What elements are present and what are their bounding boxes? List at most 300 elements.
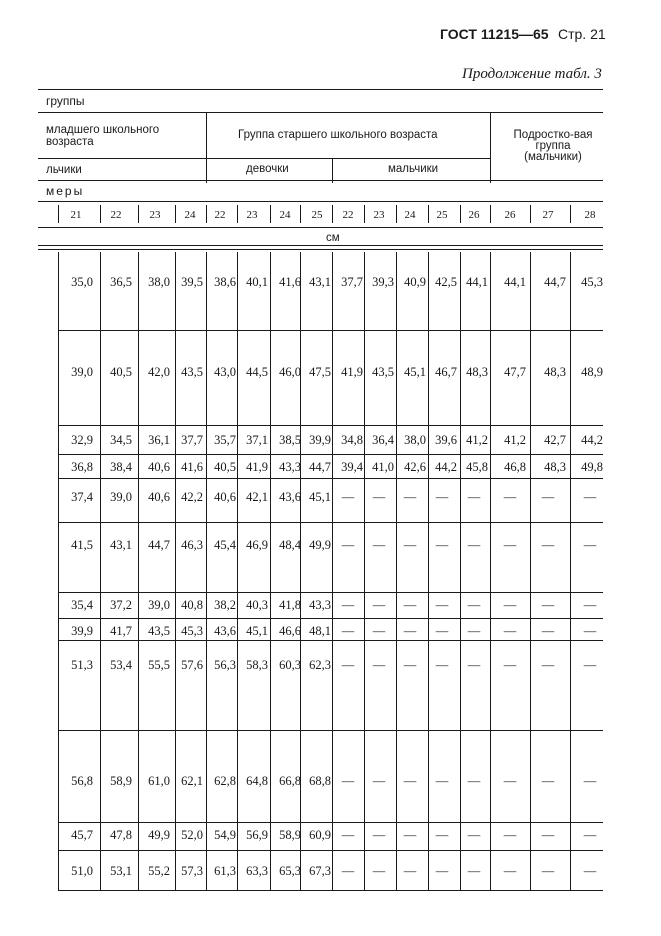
table-cell: 48,3 xyxy=(544,460,566,474)
table-cell: — xyxy=(341,774,355,788)
table-cell: 40,6 xyxy=(148,460,170,474)
boys-short-label: льчики xyxy=(46,164,82,176)
table-cell: 40,1 xyxy=(246,275,268,289)
table-cell: 61,3 xyxy=(214,864,236,878)
table-cell: — xyxy=(435,598,449,612)
table-cell: 58,3 xyxy=(246,658,268,672)
column-rule xyxy=(460,592,461,618)
table-cell: 45,3 xyxy=(581,275,603,289)
table-cell: 48,9 xyxy=(581,365,603,379)
table-cell: 48,3 xyxy=(544,365,566,379)
column-rule xyxy=(396,522,397,592)
table-cell: 42,0 xyxy=(148,365,170,379)
column-tick xyxy=(270,205,271,223)
table-cell: 58,9 xyxy=(110,774,132,788)
table-cell: 36,8 xyxy=(71,460,93,474)
column-rule xyxy=(364,592,365,618)
row-rule xyxy=(58,822,603,823)
column-rule xyxy=(270,640,271,730)
table-cell: — xyxy=(467,538,481,552)
table-cell: 47,5 xyxy=(309,365,331,379)
column-rule xyxy=(490,822,491,850)
colnum-rule xyxy=(38,227,603,228)
column-rule xyxy=(175,522,176,592)
table-cell: — xyxy=(467,658,481,672)
column-rule xyxy=(570,592,571,618)
table-cell: — xyxy=(583,598,597,612)
table-cell: — xyxy=(372,624,386,638)
column-rule xyxy=(364,822,365,850)
column-number: 27 xyxy=(542,209,554,221)
table-cell: 38,4 xyxy=(110,460,132,474)
column-rule xyxy=(490,330,491,425)
column-rule xyxy=(396,640,397,730)
table-cell: 45,7 xyxy=(71,828,93,842)
column-rule xyxy=(332,252,333,330)
table-cell: 57,6 xyxy=(181,658,203,672)
younger-group-label: младшего школьного возраста xyxy=(46,124,160,148)
column-number: 24 xyxy=(184,209,196,221)
table-cell: — xyxy=(541,624,555,638)
column-tick xyxy=(175,205,176,223)
table-cell: — xyxy=(403,864,417,878)
table-cell: 48,1 xyxy=(309,624,331,638)
column-rule xyxy=(570,640,571,730)
table-cell: — xyxy=(403,538,417,552)
column-number: 23 xyxy=(246,209,258,221)
table-cell: 44,1 xyxy=(504,275,526,289)
column-tick xyxy=(58,205,59,223)
table-cell: 41,2 xyxy=(466,433,488,447)
table-cell: 38,0 xyxy=(404,433,426,447)
table-cell: 54,9 xyxy=(214,828,236,842)
row-rule xyxy=(58,592,603,593)
column-number: 25 xyxy=(436,209,448,221)
column-rule xyxy=(428,478,429,522)
column-rule xyxy=(175,640,176,730)
table-cell: 47,7 xyxy=(504,365,526,379)
table-cell: 57,3 xyxy=(181,864,203,878)
column-rule xyxy=(490,252,491,330)
column-rule xyxy=(530,330,531,425)
column-rule xyxy=(396,478,397,522)
table-cell: — xyxy=(435,538,449,552)
table-cell: 43,5 xyxy=(148,624,170,638)
table-cell: 41,7 xyxy=(110,624,132,638)
table-cell: 62,3 xyxy=(309,658,331,672)
table-cell: — xyxy=(503,538,517,552)
column-rule xyxy=(460,730,461,822)
table-cell: — xyxy=(583,864,597,878)
table-cell: 55,5 xyxy=(148,658,170,672)
column-rule xyxy=(138,522,139,592)
table-cell: 41,0 xyxy=(372,460,394,474)
table-cell: 46,6 xyxy=(279,624,301,638)
table-cell: — xyxy=(541,490,555,504)
row-rule xyxy=(58,522,603,523)
column-rule xyxy=(530,730,531,822)
table-cell: — xyxy=(541,774,555,788)
table-cell: — xyxy=(372,490,386,504)
column-rule xyxy=(428,522,429,592)
table-cell: 40,9 xyxy=(404,275,426,289)
column-rule xyxy=(530,478,531,522)
column-rule xyxy=(460,252,461,330)
column-rule xyxy=(490,640,491,730)
table-cell: 44,7 xyxy=(148,538,170,552)
table-cell: — xyxy=(435,828,449,842)
row-rule xyxy=(58,425,603,426)
column-rule xyxy=(460,618,461,640)
table-top-rule xyxy=(38,89,603,90)
column-rule xyxy=(428,730,429,822)
measures-rule-top xyxy=(38,180,603,181)
column-rule xyxy=(396,730,397,822)
column-rule xyxy=(175,252,176,330)
table-cell: — xyxy=(435,774,449,788)
table-cell: — xyxy=(541,864,555,878)
table-cell: 38,2 xyxy=(214,598,236,612)
column-rule xyxy=(396,252,397,330)
column-tick xyxy=(570,205,571,223)
table-cell: 56,3 xyxy=(214,658,236,672)
table-cell: — xyxy=(372,598,386,612)
table-cell: 43,6 xyxy=(279,490,301,504)
table-cell: — xyxy=(372,864,386,878)
table-cell: 41,9 xyxy=(246,460,268,474)
column-rule xyxy=(490,730,491,822)
unit-rule-2 xyxy=(38,249,603,250)
table-cell: 35,7 xyxy=(214,433,236,447)
table-cell: 38,6 xyxy=(214,275,236,289)
column-rule xyxy=(332,522,333,592)
table-cell: 37,7 xyxy=(341,275,363,289)
teen-group-divider xyxy=(490,113,491,183)
table-cell: 60,9 xyxy=(309,828,331,842)
table-cell: 44,2 xyxy=(581,433,603,447)
table-cell: — xyxy=(372,828,386,842)
table-cell: 39,0 xyxy=(110,490,132,504)
table-cell: — xyxy=(403,774,417,788)
column-number: 22 xyxy=(342,209,354,221)
table-cell: 40,8 xyxy=(181,598,203,612)
column-rule xyxy=(58,522,59,592)
row-rule xyxy=(58,618,603,619)
table-cell: 47,8 xyxy=(110,828,132,842)
column-rule xyxy=(428,822,429,850)
table-cell: — xyxy=(583,538,597,552)
column-tick xyxy=(332,205,333,223)
column-rule xyxy=(332,730,333,822)
column-rule xyxy=(332,850,333,890)
table-cell: — xyxy=(503,774,517,788)
table-cell: 49,8 xyxy=(581,460,603,474)
table-cell: 53,1 xyxy=(110,864,132,878)
column-rule xyxy=(570,822,571,850)
table-cell: 65,3 xyxy=(279,864,301,878)
table-cell: 41,6 xyxy=(181,460,203,474)
column-number: 25 xyxy=(311,209,323,221)
column-number: 23 xyxy=(149,209,161,221)
table-cell: 62,8 xyxy=(214,774,236,788)
table-cell: — xyxy=(435,490,449,504)
table-cell: 37,2 xyxy=(110,598,132,612)
table-cell: 41,6 xyxy=(279,275,301,289)
table-cell: 44,5 xyxy=(246,365,268,379)
table-cell: 48,4 xyxy=(279,538,301,552)
column-rule xyxy=(270,522,271,592)
table-cell: 39,0 xyxy=(148,598,170,612)
column-rule xyxy=(206,640,207,730)
column-rule xyxy=(364,730,365,822)
column-rule xyxy=(396,592,397,618)
column-tick xyxy=(300,205,301,223)
column-rule xyxy=(138,252,139,330)
column-rule xyxy=(332,618,333,640)
column-rule xyxy=(490,618,491,640)
column-rule xyxy=(364,640,365,730)
unit-rule-1 xyxy=(38,245,603,246)
girls-label: девочки xyxy=(246,163,289,175)
column-rule xyxy=(300,522,301,592)
table-cell: — xyxy=(467,624,481,638)
table-cell: 36,1 xyxy=(148,433,170,447)
table-cell: 39,3 xyxy=(372,275,394,289)
column-rule xyxy=(237,522,238,592)
table-cell: — xyxy=(372,538,386,552)
measures-rule-bottom xyxy=(38,201,603,202)
column-number: 21 xyxy=(70,209,82,221)
table-cell: — xyxy=(503,490,517,504)
column-rule xyxy=(570,730,571,822)
column-rule xyxy=(490,478,491,522)
table-cell: 52,0 xyxy=(181,828,203,842)
table-cell: — xyxy=(341,624,355,638)
column-rule xyxy=(428,618,429,640)
table-cell: 42,5 xyxy=(435,275,457,289)
table-cell: 43,5 xyxy=(372,365,394,379)
column-tick xyxy=(237,205,238,223)
table-cell: 40,5 xyxy=(110,365,132,379)
table-cell: — xyxy=(341,658,355,672)
table-cell: 40,3 xyxy=(246,598,268,612)
table-cell: 44,2 xyxy=(435,460,457,474)
column-number: 22 xyxy=(214,209,226,221)
column-rule xyxy=(460,478,461,522)
table-cell: — xyxy=(341,864,355,878)
column-tick xyxy=(460,205,461,223)
column-rule xyxy=(530,592,531,618)
table-cell: 39,5 xyxy=(181,275,203,289)
column-number: 24 xyxy=(279,209,291,221)
table-cell: — xyxy=(435,864,449,878)
table-cell: — xyxy=(467,598,481,612)
table-cell: 60,3 xyxy=(279,658,301,672)
table-cell: 64,8 xyxy=(246,774,268,788)
column-tick xyxy=(530,205,531,223)
column-rule xyxy=(460,640,461,730)
table-cell: — xyxy=(341,598,355,612)
column-rule xyxy=(570,522,571,592)
column-rule xyxy=(396,822,397,850)
measures-label: меры xyxy=(46,184,85,198)
table-cell: 62,1 xyxy=(181,774,203,788)
table-cell: — xyxy=(503,864,517,878)
column-rule xyxy=(570,850,571,890)
column-rule xyxy=(428,640,429,730)
column-tick xyxy=(396,205,397,223)
table-cell: — xyxy=(583,490,597,504)
column-rule xyxy=(100,640,101,730)
table-cell: 44,7 xyxy=(544,275,566,289)
column-rule xyxy=(530,822,531,850)
table-cell: — xyxy=(403,598,417,612)
table-cell: 46,8 xyxy=(504,460,526,474)
table-cell: 55,2 xyxy=(148,864,170,878)
table-cell: 45,1 xyxy=(246,624,268,638)
table-cell: — xyxy=(372,774,386,788)
table-cell: 45,1 xyxy=(404,365,426,379)
table-cell: — xyxy=(435,658,449,672)
column-number: 23 xyxy=(373,209,385,221)
column-rule xyxy=(396,618,397,640)
table-cell: 35,4 xyxy=(71,598,93,612)
column-rule xyxy=(490,425,491,454)
table-continuation-label: Продолжение табл. 3 xyxy=(462,66,602,82)
column-rule xyxy=(490,850,491,890)
table-cell: 42,1 xyxy=(246,490,268,504)
table-cell: — xyxy=(583,828,597,842)
table-cell: 45,8 xyxy=(466,460,488,474)
table-cell: 45,4 xyxy=(214,538,236,552)
column-tick xyxy=(490,205,491,223)
column-rule xyxy=(460,522,461,592)
table-cell: 41,5 xyxy=(71,538,93,552)
table-cell: 44,1 xyxy=(466,275,488,289)
table-cell: 38,0 xyxy=(148,275,170,289)
row-rule xyxy=(58,478,603,479)
table-cell: — xyxy=(403,658,417,672)
table-cell: 40,5 xyxy=(214,460,236,474)
column-tick xyxy=(428,205,429,223)
table-cell: 46,3 xyxy=(181,538,203,552)
table-cell: 39,9 xyxy=(71,624,93,638)
column-number: 26 xyxy=(468,209,480,221)
table-cell: 41,8 xyxy=(279,598,301,612)
table-cell: 42,7 xyxy=(544,433,566,447)
column-rule xyxy=(490,454,491,478)
table-cell: — xyxy=(403,624,417,638)
column-rule xyxy=(206,522,207,592)
table-cell: 39,0 xyxy=(71,365,93,379)
table-cell: 56,8 xyxy=(71,774,93,788)
column-rule xyxy=(530,618,531,640)
column-rule xyxy=(396,850,397,890)
table-cell: 51,0 xyxy=(71,864,93,878)
page-number: Стр. 21 xyxy=(558,26,606,42)
column-tick xyxy=(100,205,101,223)
group-label: группы xyxy=(46,94,85,108)
table-cell: — xyxy=(541,598,555,612)
row-rule xyxy=(58,850,603,851)
column-rule xyxy=(100,252,101,330)
column-rule xyxy=(58,640,59,730)
column-rule xyxy=(530,850,531,890)
table-cell: 43,3 xyxy=(279,460,301,474)
table-cell: 49,9 xyxy=(309,538,331,552)
column-rule xyxy=(138,640,139,730)
column-rule xyxy=(530,454,531,478)
column-rule xyxy=(570,252,571,330)
column-rule xyxy=(530,425,531,454)
column-tick xyxy=(206,205,207,223)
group-rule xyxy=(38,112,603,113)
column-tick xyxy=(138,205,139,223)
column-rule xyxy=(300,252,301,330)
column-rule xyxy=(270,252,271,330)
column-rule xyxy=(332,822,333,850)
table-cell: 39,4 xyxy=(341,460,363,474)
table-cell: 38,5 xyxy=(279,433,301,447)
column-rule xyxy=(332,478,333,522)
table-cell: 42,2 xyxy=(181,490,203,504)
row-rule xyxy=(58,890,603,891)
table-cell: — xyxy=(435,624,449,638)
table-cell: 32,9 xyxy=(71,433,93,447)
table-cell: 34,8 xyxy=(341,433,363,447)
table-cell: 42,6 xyxy=(404,460,426,474)
table-cell: — xyxy=(467,774,481,788)
table-cell: 37,1 xyxy=(246,433,268,447)
table-cell: 48,3 xyxy=(466,365,488,379)
table-cell: 36,5 xyxy=(110,275,132,289)
table-cell: 36,4 xyxy=(372,433,394,447)
table-cell: 45,3 xyxy=(181,624,203,638)
column-rule xyxy=(570,478,571,522)
table-cell: — xyxy=(341,490,355,504)
row-rule xyxy=(58,640,603,641)
table-cell: 53,4 xyxy=(110,658,132,672)
table-cell: — xyxy=(503,624,517,638)
table-cell: — xyxy=(503,658,517,672)
row-rule xyxy=(58,330,603,331)
table-cell: 49,9 xyxy=(148,828,170,842)
column-rule xyxy=(206,252,207,330)
column-rule xyxy=(300,640,301,730)
column-tick xyxy=(364,205,365,223)
table-cell: 41,2 xyxy=(504,433,526,447)
column-rule xyxy=(332,592,333,618)
column-rule xyxy=(428,592,429,618)
table-cell: 45,1 xyxy=(309,490,331,504)
table-cell: 43,5 xyxy=(181,365,203,379)
table-cell: 40,6 xyxy=(214,490,236,504)
table-cell: 39,6 xyxy=(435,433,457,447)
table-cell: 46,9 xyxy=(246,538,268,552)
table-cell: — xyxy=(541,658,555,672)
column-number: 28 xyxy=(584,209,596,221)
table-cell: — xyxy=(583,658,597,672)
column-rule xyxy=(530,522,531,592)
table-cell: 39,9 xyxy=(309,433,331,447)
table-cell: — xyxy=(467,828,481,842)
table-cell: 46,7 xyxy=(435,365,457,379)
older-group-label: Группа старшего школьного возраста xyxy=(238,129,438,141)
subgroup-rule xyxy=(38,158,490,159)
table-cell: 61,0 xyxy=(148,774,170,788)
column-rule xyxy=(364,252,365,330)
column-rule xyxy=(58,252,59,330)
